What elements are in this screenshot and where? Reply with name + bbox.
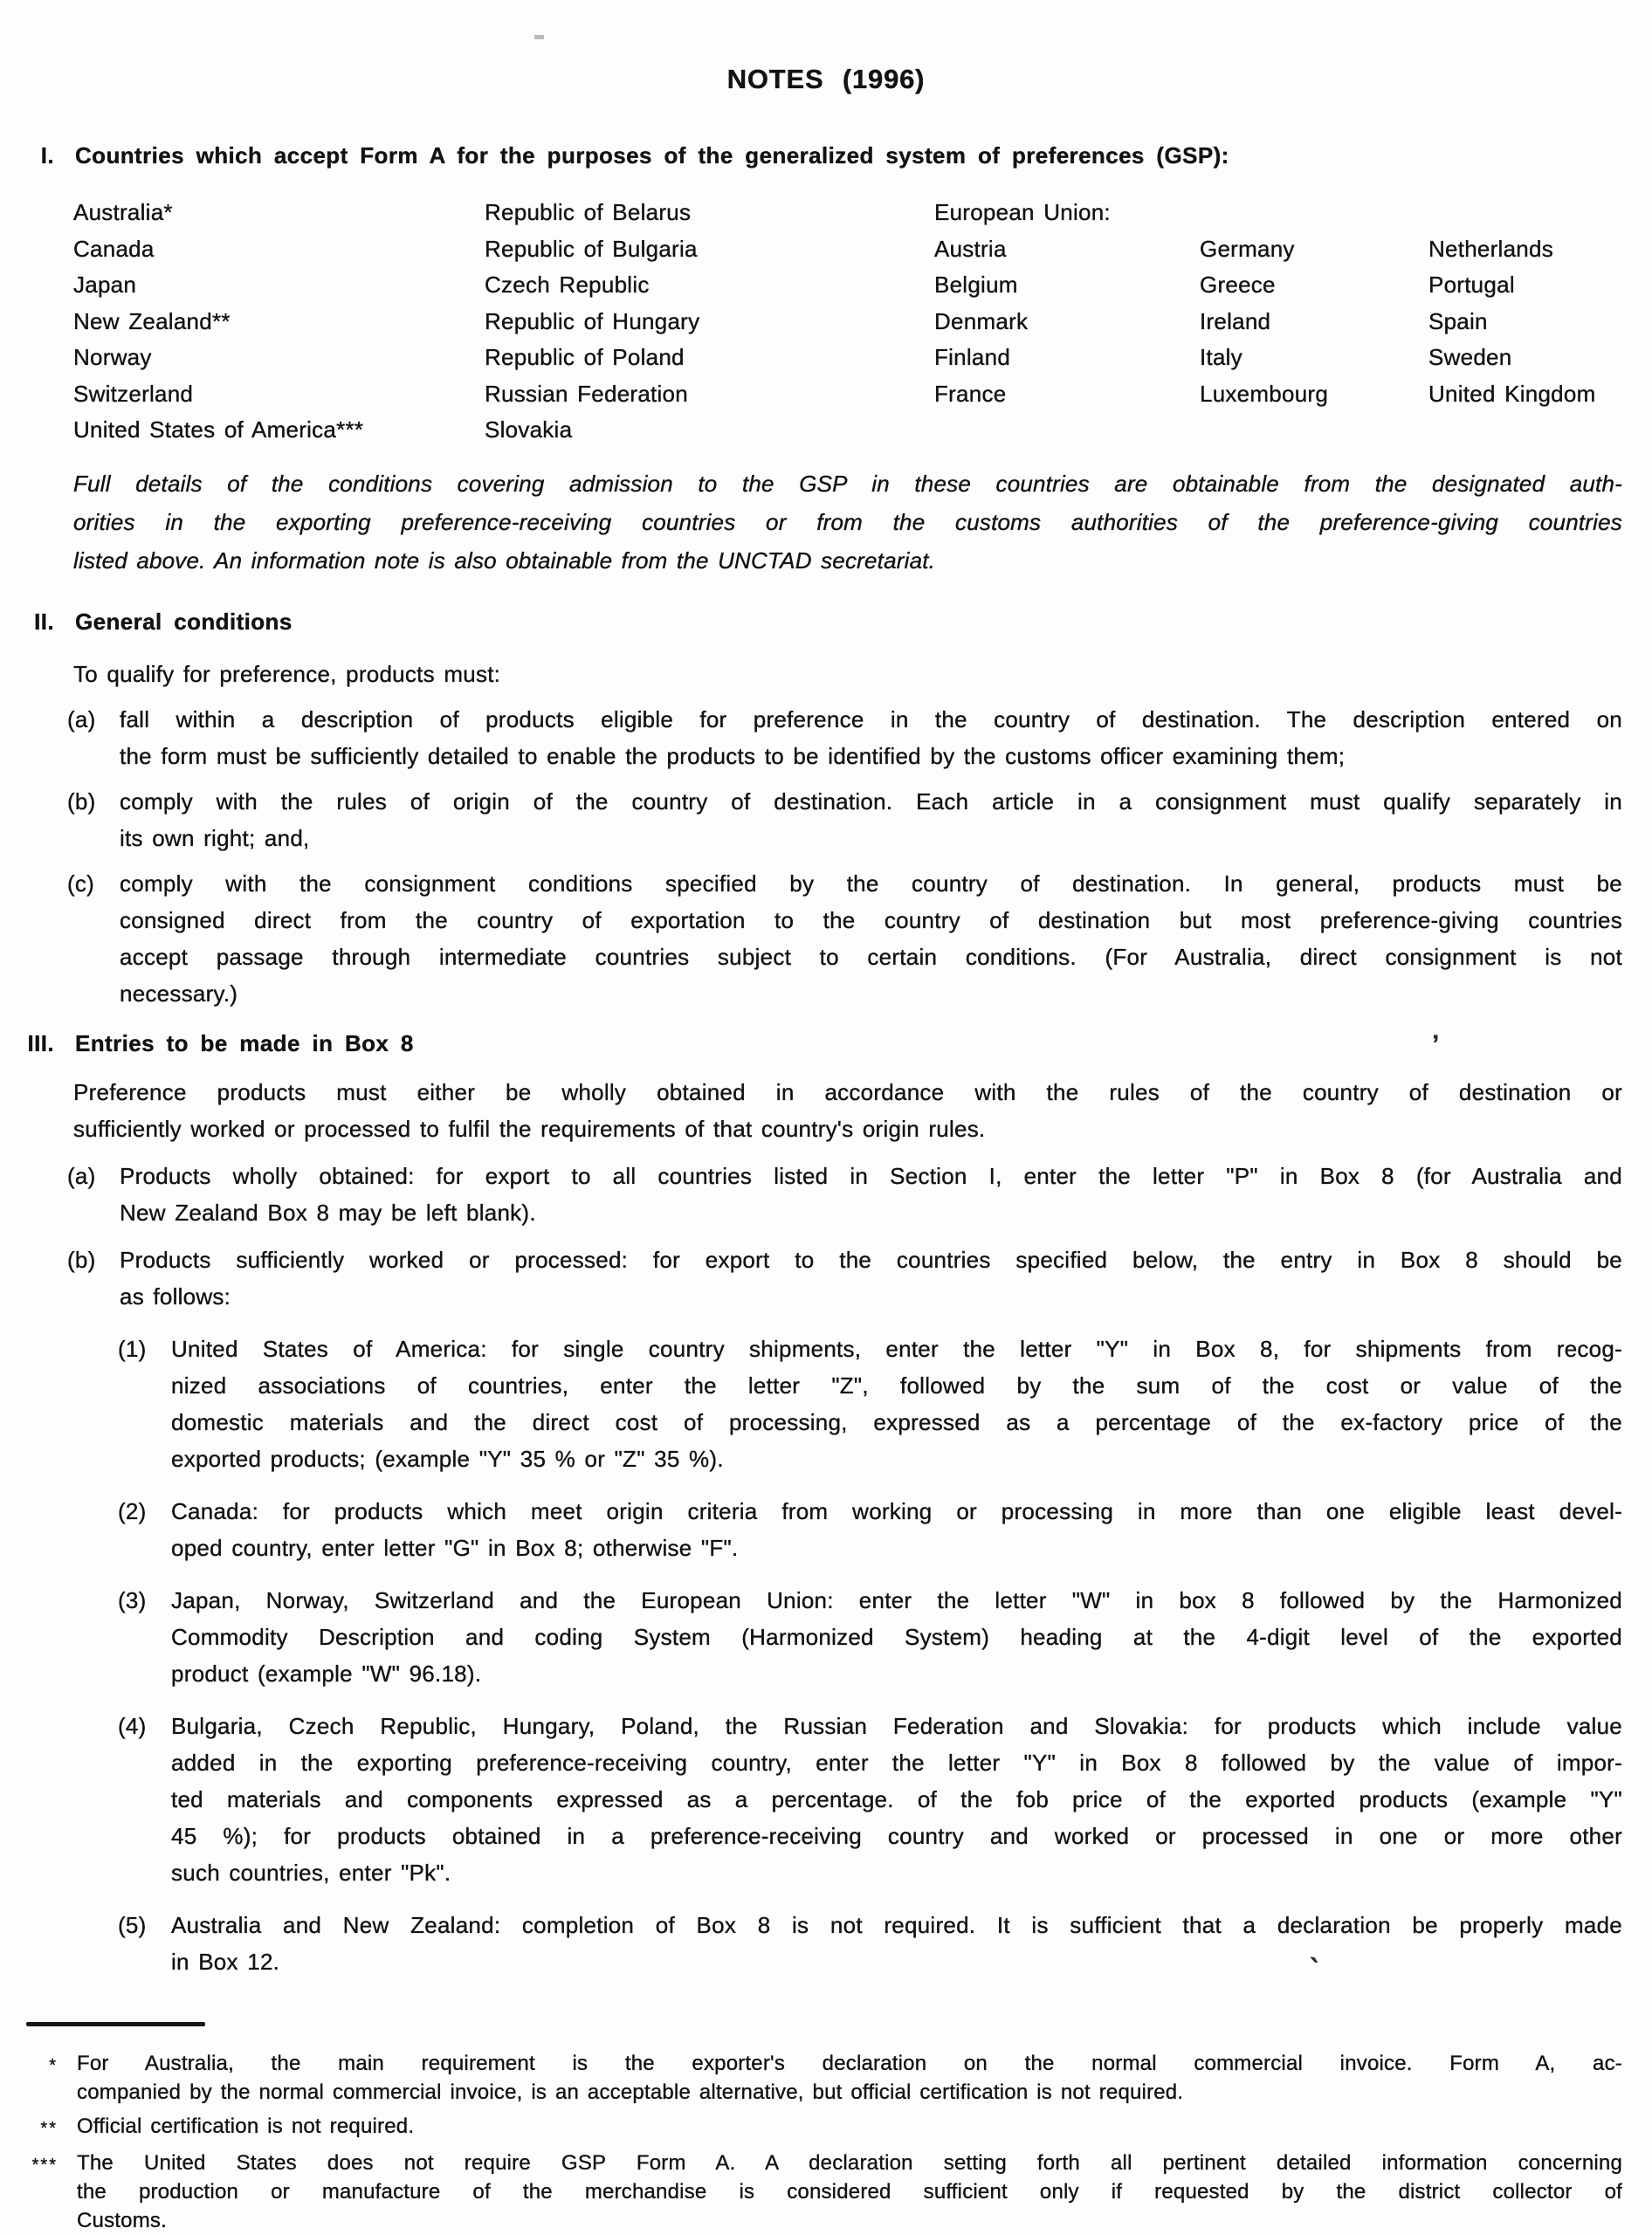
- text-line: sufficiently worked or processed to fulfil the requirements of that country's origin rules.: [73, 1115, 986, 1142]
- text-line: the form must be sufficiently detailed to enable the products to be identified by the customs officer examining them;: [120, 742, 1346, 769]
- item-text: [171, 1907, 1622, 1980]
- box8-numbered-item-1: [0, 1331, 1652, 1477]
- text-line: added in the exporting preference-receiving country, enter the letter "Y" in Box 8 followed by the value of impor-: [171, 1749, 1622, 1776]
- country-name: Netherlands: [1428, 235, 1553, 262]
- footnote-marker: ***: [31, 2155, 58, 2175]
- condition-item-b: [0, 783, 1652, 856]
- box8-numbered-item-4: [0, 1708, 1652, 1891]
- country-name: Republic of Poland: [485, 344, 685, 370]
- text-line: 45 %); for products obtained in a preference-receiving country and worked or processed in one or more other: [171, 1822, 1622, 1849]
- section-i-title: Countries which accept Form A for the purposes of the generalized system of preferences (GSP):: [75, 142, 1229, 168]
- text-line: For Australia, the main requirement is the exporter's declaration on the normal commercial invoice. Form A, ac-: [77, 2051, 1622, 2075]
- text-line: The United States does not require GSP Form A. A declaration setting forth all pertinent detailed information concerning: [77, 2150, 1622, 2175]
- item-text: [120, 701, 1622, 774]
- item-text: [171, 1331, 1622, 1477]
- box8-numbered-item-3: [0, 1582, 1652, 1692]
- text-line: domestic materials and the direct cost of processing, expressed as a percentage of the ex-factory price of the: [171, 1408, 1622, 1435]
- country-name: Belgium: [934, 272, 1018, 298]
- country-name: Portugal: [1428, 272, 1515, 298]
- item-label: (b): [67, 787, 96, 815]
- text-line: Official certification is not required.: [77, 2114, 415, 2138]
- text-line: Customs.: [77, 2208, 167, 2232]
- text-line: accept passage through intermediate countries subject to certain conditions. (For Australia, direct consignment is not: [120, 943, 1622, 970]
- text-line: the production or manufacture of the merchandise is considered sufficient only if requested by the district collector of: [77, 2179, 1622, 2204]
- text-line: United States of America: for single country shipments, enter the letter "Y" in Box 8, for shipments from recog-: [171, 1335, 1622, 1362]
- section-ii-numeral: II.: [34, 608, 54, 635]
- country-name: Australia*: [73, 199, 173, 225]
- item-label: (2): [118, 1497, 147, 1524]
- footnote-text: [77, 2049, 1622, 2107]
- item-label: (1): [118, 1335, 147, 1362]
- section-iii-heading-row: [0, 1026, 1652, 1062]
- country-name: Germany: [1200, 235, 1295, 262]
- item-text: [120, 1241, 1622, 1315]
- text-line: its own right; and,: [120, 824, 310, 851]
- footnote-marker: **: [40, 2118, 58, 2138]
- page-title: NOTES (1996): [726, 64, 926, 94]
- country-name: Switzerland: [73, 380, 194, 407]
- section-countries: [0, 138, 1652, 580]
- country-column-3-european-union: [934, 195, 1200, 449]
- text-line: Preference products must either be wholly obtained in accordance with the rules of the country of destination or: [73, 1078, 1622, 1105]
- box8-item-a: [0, 1158, 1652, 1231]
- text-line: ted materials and components expressed as a percentage. of the fob price of the exported products (example "Y": [171, 1785, 1622, 1812]
- footnote-marker: *: [49, 2055, 58, 2075]
- section-box8-entries: [0, 1026, 1652, 1980]
- country-name: Slovakia: [485, 416, 573, 443]
- country-name: France: [934, 380, 1007, 407]
- text-line: such countries, enter "Pk".: [171, 1859, 451, 1886]
- footnote-text: [77, 2149, 1622, 2235]
- scan-artifact-smudge: [534, 35, 544, 39]
- country-name: Italy: [1200, 344, 1242, 370]
- condition-item-c: [0, 865, 1652, 1012]
- item-text: [171, 1582, 1622, 1692]
- country-name: Sweden: [1428, 344, 1512, 370]
- item-label: (a): [67, 1162, 96, 1189]
- condition-item-a: [0, 701, 1652, 774]
- box8-numbered-item-2: [0, 1493, 1652, 1566]
- text-line: product (example "W" 96.18).: [171, 1660, 482, 1687]
- text-line: New Zealand Box 8 may be left blank).: [120, 1199, 536, 1226]
- box8-numbered-item-5: [0, 1907, 1652, 1980]
- item-text: [171, 1708, 1622, 1891]
- item-label: (4): [118, 1712, 147, 1739]
- country-column-2: [485, 195, 934, 449]
- country-list: [73, 195, 1652, 449]
- footnote-rule: [26, 2022, 205, 2026]
- country-name: Republic of Hungary: [485, 307, 700, 334]
- country-name: Republic of Bulgaria: [485, 235, 698, 262]
- text-line: exported products; (example "Y" 35 % or "Z" 35 %).: [171, 1445, 724, 1472]
- country-name: United Kingdom: [1428, 380, 1596, 407]
- text-line: comply with the rules of origin of the country of destination. Each article in a consignment must qualify separately in: [120, 787, 1622, 815]
- item-label: (3): [118, 1586, 147, 1613]
- text-line: in Box 12.: [171, 1948, 280, 1975]
- section-i-heading-row: [0, 138, 1652, 174]
- country-column-5: [1428, 195, 1652, 449]
- section-ii-title: General conditions: [75, 608, 293, 635]
- item-text: [120, 865, 1622, 1012]
- footnote-australia: [0, 2049, 1652, 2107]
- country-column-4: [1200, 195, 1428, 449]
- country-name: Czech Republic: [485, 272, 650, 298]
- item-label: (b): [67, 1246, 96, 1273]
- text-line: Commodity Description and coding System (Harmonized System) heading at the 4-digit level of the exported: [171, 1623, 1622, 1650]
- text-line: consigned direct from the country of exportation to the country of destination but most preference-giving countries: [120, 906, 1622, 933]
- item-label: (5): [118, 1911, 147, 1938]
- country-name: Finland: [934, 344, 1011, 370]
- section-general-conditions: [0, 604, 1652, 1012]
- text-line: Australia and New Zealand: completion of Box 8 is not required. It is sufficient that a declaration be properly made: [171, 1911, 1622, 1938]
- country-name: Canada: [73, 235, 155, 262]
- gsp-availability-note: [73, 464, 1622, 580]
- text-line: Products wholly obtained: for export to all countries listed in Section I, enter the letter "P" in Box 8 (for Australia and: [120, 1162, 1622, 1189]
- footnote-united-states: [0, 2149, 1652, 2235]
- item-label: (c): [67, 870, 95, 897]
- text-line: fall within a description of products eligible for preference in the country of destination. The description entered on: [120, 705, 1622, 732]
- country-name: Japan: [73, 272, 137, 298]
- text-line: oped country, enter letter "G" in Box 8; otherwise "F".: [171, 1534, 739, 1561]
- country-name: New Zealand**: [73, 307, 231, 334]
- text-line: nized associations of countries, enter the letter "Z", followed by the sum of the cost or value of the: [171, 1372, 1622, 1399]
- text-line: Full details of the conditions covering admission to the GSP in these countries are obtainable from the designated auth-: [73, 470, 1622, 497]
- country-column-1: [73, 195, 485, 449]
- country-name: Denmark: [934, 307, 1029, 334]
- item-label: (a): [67, 705, 96, 732]
- country-name: Ireland: [1200, 307, 1271, 334]
- text-line: orities in the exporting preference-receiving countries or from the customs authorities of the preference-giving countries: [73, 508, 1622, 535]
- country-name: European Union:: [934, 199, 1111, 225]
- text-line: listed above. An information note is also obtainable from the UNCTAD secretariat.: [73, 547, 936, 574]
- section-i-numeral: I.: [40, 142, 54, 168]
- box8-item-b: [0, 1241, 1652, 1315]
- text-line: comply with the consignment conditions specified by the country of destination. In general, products must be: [120, 870, 1622, 897]
- country-name: Republic of Belarus: [485, 199, 692, 225]
- text-line: Bulgaria, Czech Republic, Hungary, Poland, the Russian Federation and Slovakia: for products which include value: [171, 1712, 1622, 1739]
- country-name: Austria: [934, 235, 1007, 262]
- section-ii-heading-row: [0, 604, 1652, 640]
- country-name: Luxembourg: [1200, 380, 1329, 407]
- general-conditions-intro: To qualify for preference, products must:: [73, 660, 501, 687]
- country-name: Russian Federation: [485, 380, 688, 407]
- country-name: United States of America***: [73, 416, 364, 443]
- text-line: necessary.): [120, 980, 238, 1007]
- text-line: Japan, Norway, Switzerland and the European Union: enter the letter "W" in box 8 followed by the Harmonized: [171, 1586, 1622, 1613]
- item-text: [120, 783, 1622, 856]
- country-name: Greece: [1200, 272, 1276, 298]
- text-line: as follows:: [120, 1283, 231, 1310]
- footnote-text: [77, 2112, 1622, 2143]
- text-line: Products sufficiently worked or processed: for export to the countries specified below, the entry in Box 8 should be: [120, 1246, 1622, 1273]
- section-iii-numeral: III.: [27, 1029, 54, 1056]
- scan-artifact-grave: `: [1305, 1952, 1321, 1987]
- footnote-new-zealand: [0, 2112, 1652, 2143]
- item-text: [171, 1493, 1622, 1566]
- country-name: Norway: [73, 344, 152, 370]
- scan-artifact-quote: ’: [1432, 1030, 1440, 1059]
- text-line: companied by the normal commercial invoice, is an acceptable alternative, but official certification is not required.: [77, 2080, 1184, 2104]
- box8-intro: [73, 1074, 1622, 1147]
- section-iii-title: Entries to be made in Box 8: [75, 1029, 414, 1056]
- country-name: Spain: [1428, 307, 1488, 334]
- item-text: [120, 1158, 1622, 1231]
- text-line: Canada: for products which meet origin criteria from working or processing in more than one eligible least devel-: [171, 1497, 1622, 1524]
